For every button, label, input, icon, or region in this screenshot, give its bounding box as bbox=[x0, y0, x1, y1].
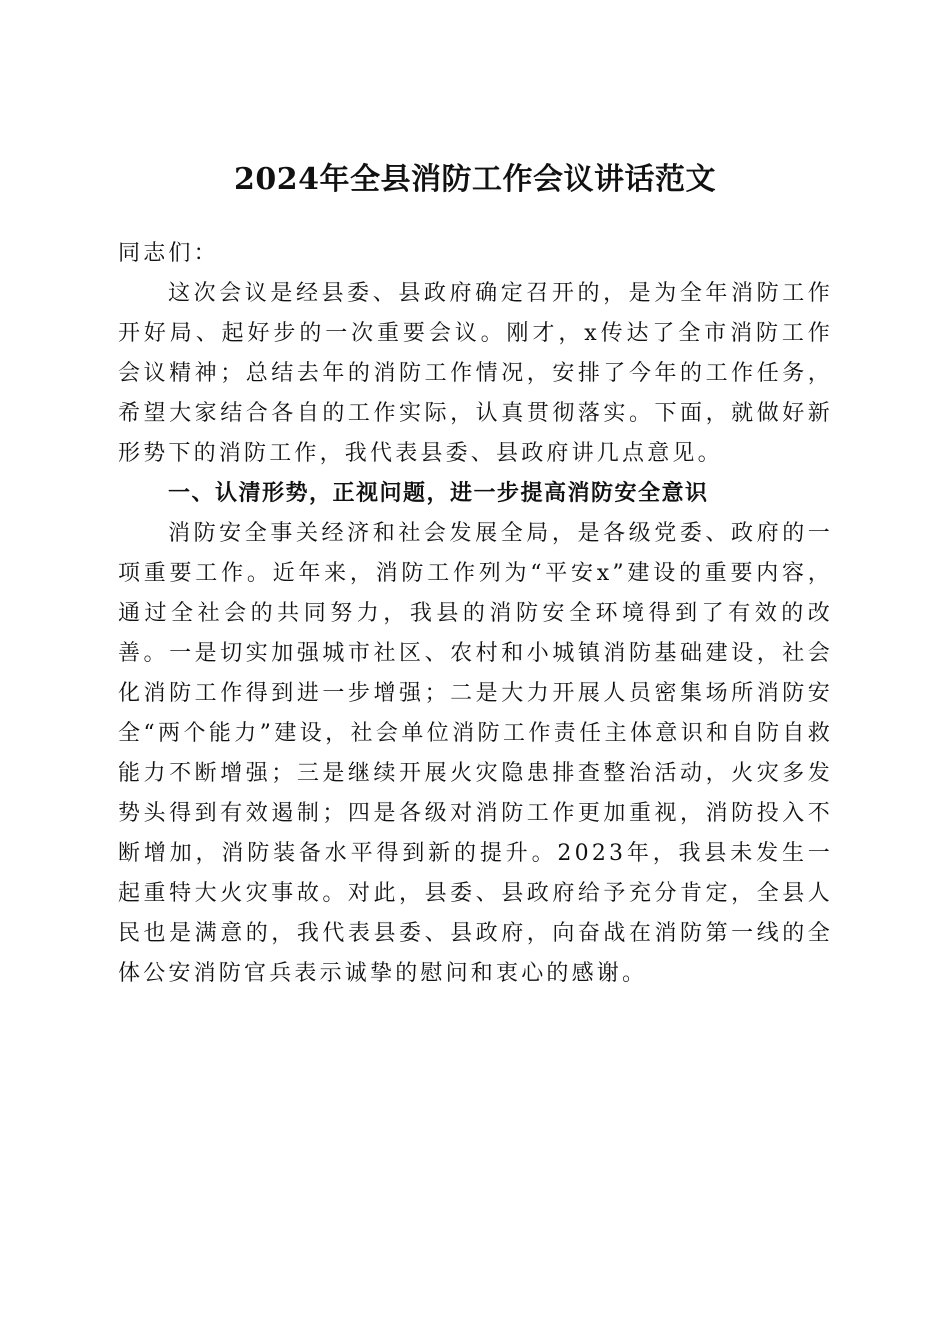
section-1-heading: 一、认清形势，正视问题，进一步提高消防安全意识 bbox=[168, 481, 709, 506]
section-1-paragraph: 消防安全事关经济和社会发展全局，是各级党委、政府的一项重要工作。近年来，消防工作列为“平安x”建设的重要内容，通过全社会的共同努力，我县的消防安全环境得到了有效的改善。一是切实加强城市社区、农村和小城镇消防基础建设，社会化消防工作得到进一步增强；二是大力开展人员密集场所消防安全“两个能力”建设，社会单位消防工作责任主体意识和自防自救能力不断增强；三是继续开展火灾隐患排查整治活动，火灾多发势头得到有效遏制；四是各级对消防工作更加重视，消防投入不断增加，消防装备水平得到新的提升。2023年，我县未发生一起重特大火灾事故。对此，县委、县政府给予充分肯定，全县人民也是满意的，我代表县委、县政府，向奋战在消防第一线的全体公安消防官兵表示诚挚的慰问和衷心的感谢。 bbox=[118, 521, 833, 986]
salutation: 同志们： bbox=[118, 241, 219, 266]
document-body bbox=[118, 234, 833, 994]
document-title: 2024年全县消防工作会议讲话范文 bbox=[234, 162, 716, 198]
intro-paragraph: 这次会议是经县委、县政府确定召开的，是为全年消防工作开好局、起好步的一次重要会议。刚才，x传达了全市消防工作会议精神；总结去年的消防工作情况，安排了今年的工作任务，希望大家结合各自的工作实际，认真贯彻落实。下面，就做好新形势下的消防工作，我代表县委、县政府讲几点意见。 bbox=[118, 281, 833, 466]
